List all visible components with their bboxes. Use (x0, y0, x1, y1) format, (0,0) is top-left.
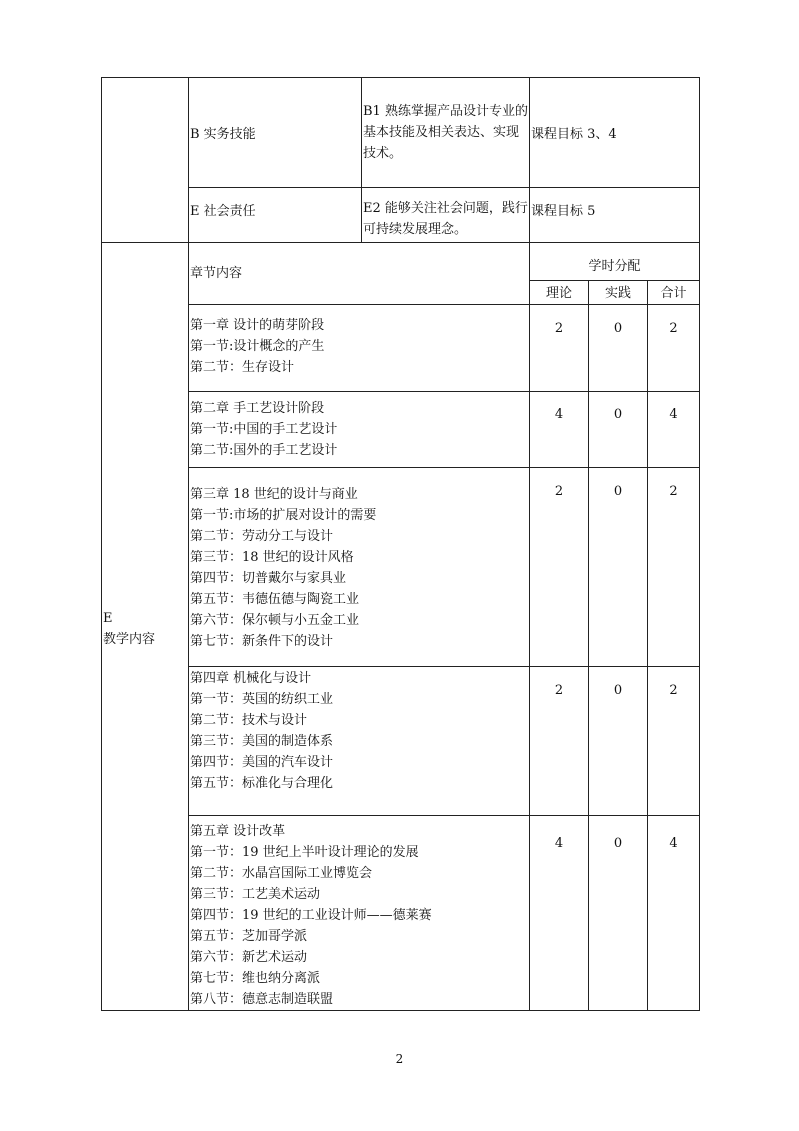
table-border-right (699, 77, 700, 1011)
section-line: 第八节：德意志制造联盟 (190, 992, 334, 1007)
hours-header: 学时分配 (588, 259, 641, 274)
hours-practice: 0 (613, 407, 623, 422)
chapter-title: 第四章 机械化与设计 (190, 671, 312, 686)
hours-theory: 2 (554, 683, 564, 698)
hours-total: 2 (669, 321, 678, 336)
table-divider-col1 (188, 77, 189, 1011)
section-line: 第三节：美国的制造体系 (190, 734, 334, 749)
chapter-header: 章节内容 (190, 266, 243, 281)
table-row-divider (188, 391, 700, 392)
section-line: 第五节：韦德伍德与陶瓷工业 (190, 592, 360, 607)
table-border-top (101, 77, 700, 78)
hours-practice: 0 (613, 836, 623, 851)
hours-theory: 4 (554, 836, 564, 851)
hours-practice: 0 (613, 683, 623, 698)
hours-total: 2 (669, 683, 678, 698)
table-row-divider (188, 187, 700, 188)
section-line: 第六节：保尔顿与小五金工业 (190, 613, 360, 628)
hours-total: 4 (669, 407, 678, 422)
chapter-title: 第二章 手工艺设计阶段 (190, 401, 325, 416)
table-row-divider (188, 666, 700, 667)
hours-total: 4 (669, 836, 678, 851)
section-line: 第一节：19 世纪上半叶设计理论的发展 (190, 845, 419, 860)
chapter-content (190, 821, 432, 1010)
table-divider-practice (588, 280, 589, 1011)
table-divider-col3 (529, 77, 530, 1011)
section-line: 第二节：生存设计 (190, 360, 295, 375)
page-number: 2 (395, 1052, 404, 1066)
chapter-content (190, 668, 333, 794)
section-line: 第七节：维也纳分离派 (190, 971, 321, 986)
outcome-target: 课程目标 5 (531, 204, 596, 219)
outcome-category: B 实务技能 (190, 127, 256, 142)
chapter-content (190, 398, 337, 461)
table-row-divider (188, 304, 700, 305)
table-row-divider (188, 467, 700, 468)
chapter-title: 第三章 18 世纪的设计与商业 (190, 487, 358, 502)
section-line: 第二节：水晶宫国际工业博览会 (190, 866, 373, 881)
outcome-category: E 社会责任 (190, 204, 256, 219)
section-line: 第二节：技术与设计 (190, 713, 308, 728)
section-line: 第一节:市场的扩展对设计的需要 (190, 508, 377, 523)
column-header-total: 合计 (660, 286, 687, 301)
hours-theory: 2 (554, 484, 564, 499)
section-line: 第六节：新艺术运动 (190, 950, 308, 965)
column-header-theory: 理论 (545, 286, 572, 301)
chapter-content (190, 484, 376, 652)
chapter-content (190, 315, 324, 378)
table-row-divider (101, 242, 700, 243)
section-line: 第四节：切普戴尔与家具业 (190, 571, 347, 586)
chapter-title: 第一章 设计的萌芽阶段 (190, 318, 325, 333)
hours-practice: 0 (613, 321, 623, 336)
section-line: 第一节：英国的纺织工业 (190, 692, 334, 707)
section-line: 第五节：芝加哥学派 (190, 929, 308, 944)
section-line: 第一节:中国的手工艺设计 (190, 422, 338, 437)
section-line: 第三节：18 世纪的设计风格 (190, 550, 354, 565)
section-line: 第二节:国外的手工艺设计 (190, 443, 338, 458)
table-divider-total (647, 280, 648, 1011)
table-row-divider (188, 815, 700, 816)
hours-practice: 0 (613, 484, 623, 499)
hours-theory: 2 (554, 321, 564, 336)
column-header-practice: 实践 (604, 286, 631, 301)
table-border-bottom (101, 1010, 700, 1011)
section-line: 第一节:设计概念的产生 (190, 339, 325, 354)
outcome-requirement: B1 熟练掌握产品设计专业的基本技能及相关表达、实现技术。 (363, 104, 528, 161)
table-row-divider (529, 280, 700, 281)
outcome-requirement: E2 能够关注社会问题，践行可持续发展理念。 (363, 201, 528, 237)
section-line: 第七节：新条件下的设计 (190, 634, 334, 649)
section-line: 第二节：劳动分工与设计 (190, 529, 334, 544)
section-label-title: 教学内容 (103, 632, 156, 647)
section-line: 第四节：19 世纪的工业设计师——德莱赛 (190, 908, 432, 923)
section-label-code: E (103, 611, 113, 626)
chapter-title: 第五章 设计改革 (190, 824, 286, 839)
section-line: 第四节：美国的汽车设计 (190, 755, 334, 770)
table-divider-col2 (361, 77, 362, 243)
hours-theory: 4 (554, 407, 564, 422)
section-line: 第三节：工艺美术运动 (190, 887, 321, 902)
table-border-left (101, 77, 102, 1011)
hours-total: 2 (669, 484, 678, 499)
outcome-target: 课程目标 3、4 (531, 127, 617, 142)
section-line: 第五节：标准化与合理化 (190, 776, 334, 791)
